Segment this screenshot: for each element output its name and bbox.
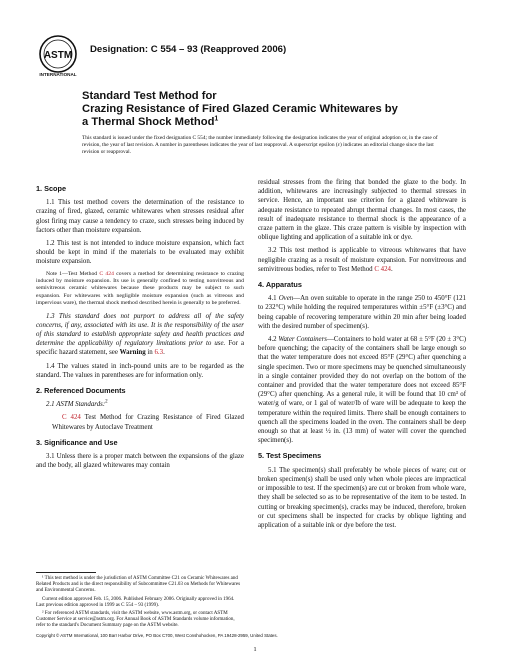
- reference-c424: C 424 Test Method for Crazing Resistance of Fired Glazed Whitewares by Autoclave Treatment: [52, 414, 244, 431]
- title-line-3: a Thermal Shock Method$^1$: [82, 115, 219, 128]
- paragraph-3-1-continued: residual stresses from the firing that bonded the glaze to the body. In addition, whitewares are increasingly subjected to thermal stresses in service. Hence, an important use criterion for a glazed whiteware is adequate resistance to repeated abrupt thermal changes. In most cases, the result of inadequate resistance to thermal shock is the appearance of a craze pattern in the glaze. This craze pattern is visible by inspection with oblique lighting and application of a suitable ink or dye.: [258, 179, 466, 242]
- designation: Designation: C 554 – 93 (Reapproved 2006): [90, 44, 287, 55]
- svg-text:INTERNATIONAL: INTERNATIONAL: [39, 72, 77, 77]
- footnote-rule: [36, 572, 96, 573]
- footnote-2: ² For referenced ASTM standards, visit the ASTM website, www.astm.org, or contact ASTM Customer Service at service@astm.org. For Annual Book of ASTM Standards volume information, refer to the standard's Document Summary page on the ASTM website.: [36, 611, 235, 629]
- page-number: 1: [253, 646, 257, 653]
- paragraph-3-1: 3.1 Unless there is a proper match between the expansions of the glaze and the body, all glazed whitewares may contain: [36, 453, 244, 470]
- section-heading-significance: 3. Significance and Use: [36, 437, 118, 447]
- section-heading-referenced-documents: 2. Referenced Documents: [36, 386, 126, 396]
- footnote-1: ¹ This test method is under the jurisdiction of ASTM Committee C21 on Ceramic Whitewares and Related Products and is the direct responsibility of Subcommittee C21.03 on Methods for Whitewares and Environmental Concerns.: [36, 576, 241, 594]
- astm-logo: [36, 34, 80, 78]
- paragraph-5-1: 5.1 The specimen(s) shall preferably be whole pieces of ware; cut or broken specimen(s) shall be used only when whole pieces are impractical or impossible to test. If the specimen(s) are cut or broken from whole ware, they shall be selected so as to be representative of the item to be tested. In cutting or breaking specimen(s), cracks may be induced, therefore, broken or cut specimens shall be inspected for cracks by oblique lighting and application of a suitable ink or dye before the test.: [258, 466, 466, 529]
- section-heading-test-specimens: 5. Test Specimens: [258, 451, 322, 461]
- paragraph-1-2: 1.2 This test is not intended to induce moisture expansion, which fact should be kept in mind if the materials to be evaluated may exhibit moisture expansion.: [36, 240, 244, 266]
- svg-text:ASTM: ASTM: [43, 50, 73, 61]
- section-heading-apparatus: 4. Apparatus: [258, 280, 302, 290]
- paragraph-2-1: 2.1 ASTM Standards:$^2$: [46, 399, 108, 409]
- copyright-line: Copyright © ASTM International, 100 Barr Harbor Drive, PO Box C700, West Conshohocken, PA 19428-2959, United States.: [36, 633, 278, 638]
- standard-notice: This standard is issued under the fixed designation C 554; the number immediately following the designation indicates the year of original adoption or, in the case of revision, the year of last revision. A number in parentheses indicates the year of last reapproval. A superscript epsilon (ε) indicates an editorial change since the last revision or reapproval.: [82, 135, 438, 156]
- section-heading-scope: 1. Scope: [36, 184, 67, 193]
- paragraph-1-3: 1.3 This standard does not purport to address all of the safety concerns, if any, associated with its use. It is the responsibility of the user of this standard to establish appropriate safety and health practices and determine the applicability of regulatory limitations prior to use. For a specific hazard statement, see Warning in 6.3.: [36, 312, 245, 357]
- left-column: [36, 178, 244, 475]
- note-1: Note 1—Test Method C 424 covers a method for determining resistance to crazing induced by moisture expansion. Its use is generally confined to testing nonvitreous and semivitreous ceramic whitewares because these products may be subject to such expansion. For whitewares with negligible moisture expansion (such as vitreous and impervious ware), the thermal shock method described herein is generally to be preferred.: [36, 270, 244, 307]
- paragraph-1-1: 1.1 This test method covers the determination of the resistance to crazing of fired, glazed, ceramic whitewares when stresses residual after glost firing may cause a tendency to craze, such stresses being induced by factors other than moisture expansion.: [36, 199, 244, 234]
- link-c424[interactable]: C 424: [99, 270, 114, 277]
- paragraph-1-4: 1.4 The values stated in inch-pound units are to be regarded as the standard. The values in parentheses are for information only.: [36, 362, 244, 379]
- document-title: [82, 90, 462, 129]
- paragraph-4-1: 4.1 Oven—An oven suitable to operate in the range 250 to 450°F (121 to 232°C) while holding the required temperatures within ±5°F (±3°C) and being capable of recovering temperature within 20 min after being loaded with the desired number of specimen(s).: [258, 295, 466, 330]
- paragraph-3-2: 3.2 This test method is applicable to vitreous whitewares that have negligible crazing as a result of moisture expansion. For nonvitreous and semivitreous bodies, refer to Test Method C 424.: [258, 247, 466, 273]
- footnotes: [36, 576, 244, 632]
- title-line-1: Standard Test Method for: [82, 90, 217, 102]
- link-c424-3-2[interactable]: C 424: [374, 265, 391, 273]
- title-line-2: Crazing Resistance of Fired Glazed Ceramic Whitewares by: [82, 103, 398, 115]
- right-column: [258, 178, 466, 534]
- link-c424-ref[interactable]: C 424: [62, 414, 81, 422]
- footnote-1-edition: Current edition approved Feb. 15, 2006. Published February 2006. Originally approved in 1964. Last previous edition approved in 1999 as C 554 – 93 (1999).: [36, 596, 235, 608]
- paragraph-4-2: 4.2 Water Containers—Containers to hold water at 68 ± 5°F (20 ± 3°C) before quenching; the capacity of the containers shall be large enough so that the water temperature does not exceed 85°F (29°C) after quenching a single specimen. Two or more specimens may be quenched simultaneously in a single container provided they do not overlap on the bottom of the container and provided that the water temperature does not exceed 85°F (29°C) after quenching. As a general rule, it will be found that 10 cm³ of water/g of ware, or 1 gal of water/lb of ware will be adequate to keep the temperature within the required limits. There shall be enough containers to quench all the specimens loaded in the oven. The containers shall be deep enough so that at least ½ in. (13 mm) of water will cover the quenched specimen(s).: [258, 336, 466, 445]
- link-6-3[interactable]: 6.3: [154, 349, 164, 357]
